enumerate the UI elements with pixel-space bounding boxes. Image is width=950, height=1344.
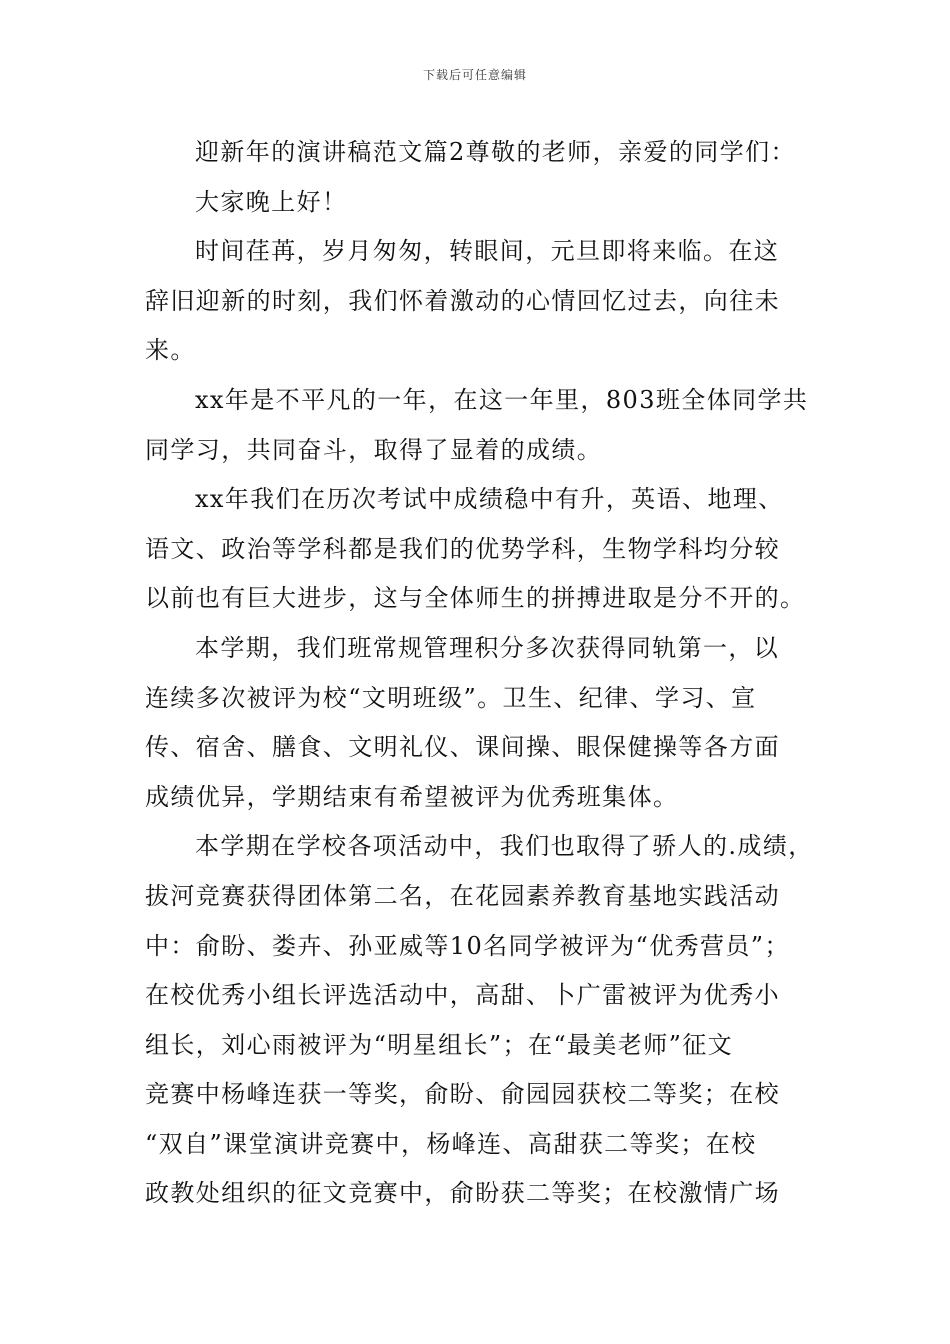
document-body: [145, 128, 820, 1219]
text-line: 传、宿舍、膳食、文明礼仪、课间操、眼保健操等各方面: [145, 733, 780, 762]
text-line: 连续多次被评为校“文明班级”。卫生、纪律、学习、宣: [145, 683, 757, 712]
text-line: 在校优秀小组长评选活动中，高甜、卜广雷被评为优秀小: [145, 981, 780, 1010]
text-line: 迎新年的演讲稿范文篇2尊敬的老师，亲爱的同学们：: [195, 138, 796, 166]
text-line: 时间荏苒，岁月匆匆，转眼间，元旦即将来临。在这: [195, 237, 780, 266]
text-line: 拔河竞赛获得团体第二名，在花园素养教育基地实践活动: [145, 881, 780, 910]
text-line: 政教处组织的征文竞赛中，俞盼获二等奖；在校激情广场: [145, 1179, 780, 1208]
text-line: 语文、政治等学科都是我们的优势学科，生物学科均分较: [145, 534, 780, 563]
text-line: 辞旧迎新的时刻，我们怀着激动的心情回忆过去，向往未: [145, 286, 780, 315]
text-line: 竞赛中杨峰连获一等奖，俞盼、俞园园获校二等奖；在校: [145, 1080, 780, 1109]
text-line: 本学期，我们班常规管理积分多次获得同轨第一，以: [195, 633, 780, 662]
text-line: xx年我们在历次考试中成绩稳中有升，英语、地理、: [195, 485, 784, 514]
text-line: 组长，刘心雨被评为“明星组长”；在“最美老师”征文: [145, 1030, 734, 1059]
text-line: 以前也有巨大进步，这与全体师生的拼搏进取是分不开的。: [145, 584, 806, 613]
text-line: “双自”课堂演讲竞赛中，杨峰连、高甜获二等奖；在校: [145, 1129, 757, 1158]
text-line: 同学习，共同奋斗，取得了显着的成绩。: [145, 435, 603, 464]
text-line: 中：俞盼、娄卉、孙亚威等10名同学被评为“优秀营员”；: [145, 931, 790, 960]
header-note: 下载后可任意编辑: [422, 68, 527, 82]
text-line: 本学期在学校各项活动中，我们也取得了骄人的.成绩，: [195, 832, 814, 861]
text-line: xx年是不平凡的一年，在这一年里，803班全体同学共: [195, 385, 809, 414]
text-line: 来。: [145, 336, 196, 365]
text-line: 成绩优异，学期结束有希望被评为优秀班集体。: [145, 782, 679, 811]
text-line: 大家晚上好！: [195, 187, 348, 216]
